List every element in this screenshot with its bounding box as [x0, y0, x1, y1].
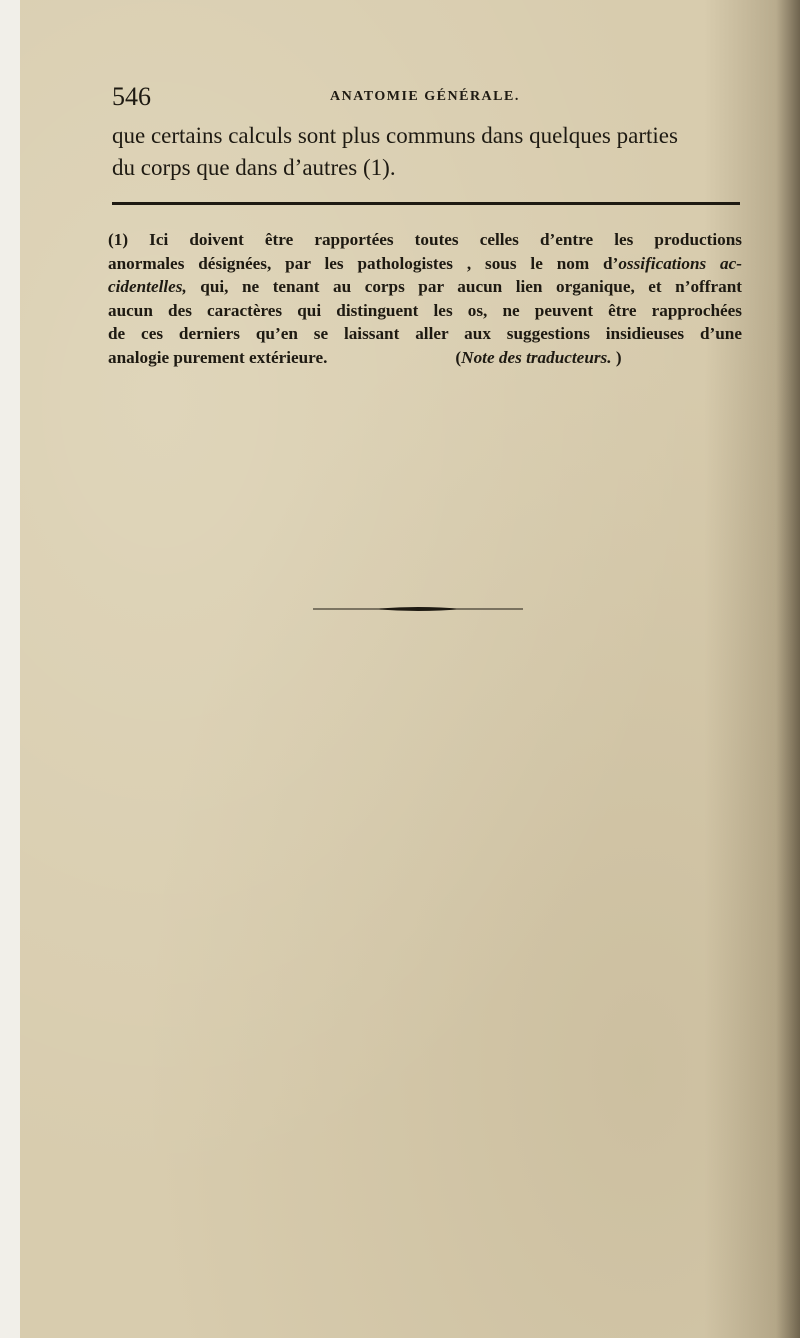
page-header: [112, 82, 742, 116]
footnote-line: aucun des caractères qui distinguent les os, ne peuvent être rapprochées: [108, 300, 742, 320]
page-margin-edge: [0, 0, 20, 1338]
footnote-line: de ces derniers qu’en se laissant aller aux suggestions insidieuses d’une: [108, 324, 742, 343]
running-title: ANATOMIE GÉNÉRALE.: [330, 89, 520, 104]
translator-note: Note des traducteurs.: [461, 347, 612, 367]
body-line: du corps que dans d’autres (1).: [112, 155, 396, 180]
footnote-line: [108, 252, 742, 276]
translator-note-open: (: [455, 347, 462, 367]
footnote-text: analogie purement extérieure.: [108, 347, 328, 367]
translator-note-close: ): [611, 347, 622, 367]
footnote-text: qui, ne tenant au corps par aucun lien organique, et n’offrant: [186, 277, 742, 296]
body-paragraph: [112, 120, 742, 184]
body-line: que certains calculs sont plus communs dans quelques parties: [112, 123, 678, 148]
footnote-line: [108, 275, 742, 299]
page-number: 546: [112, 82, 151, 111]
end-ornament-rule: [313, 605, 523, 613]
footnote-line: (1) Ici doivent être rapportées toutes celles d’entre les productions: [108, 230, 742, 249]
footnote-italic-term: cidentelles,: [108, 277, 187, 296]
footnote-italic-term: ossifications ac-: [618, 253, 743, 273]
footnote-separator-rule: [112, 202, 740, 205]
footnote-text: anormales désignées, par les pathologistes , sous le nom d’: [108, 253, 619, 273]
footnote-line: [108, 346, 742, 370]
footnote: [108, 228, 742, 369]
